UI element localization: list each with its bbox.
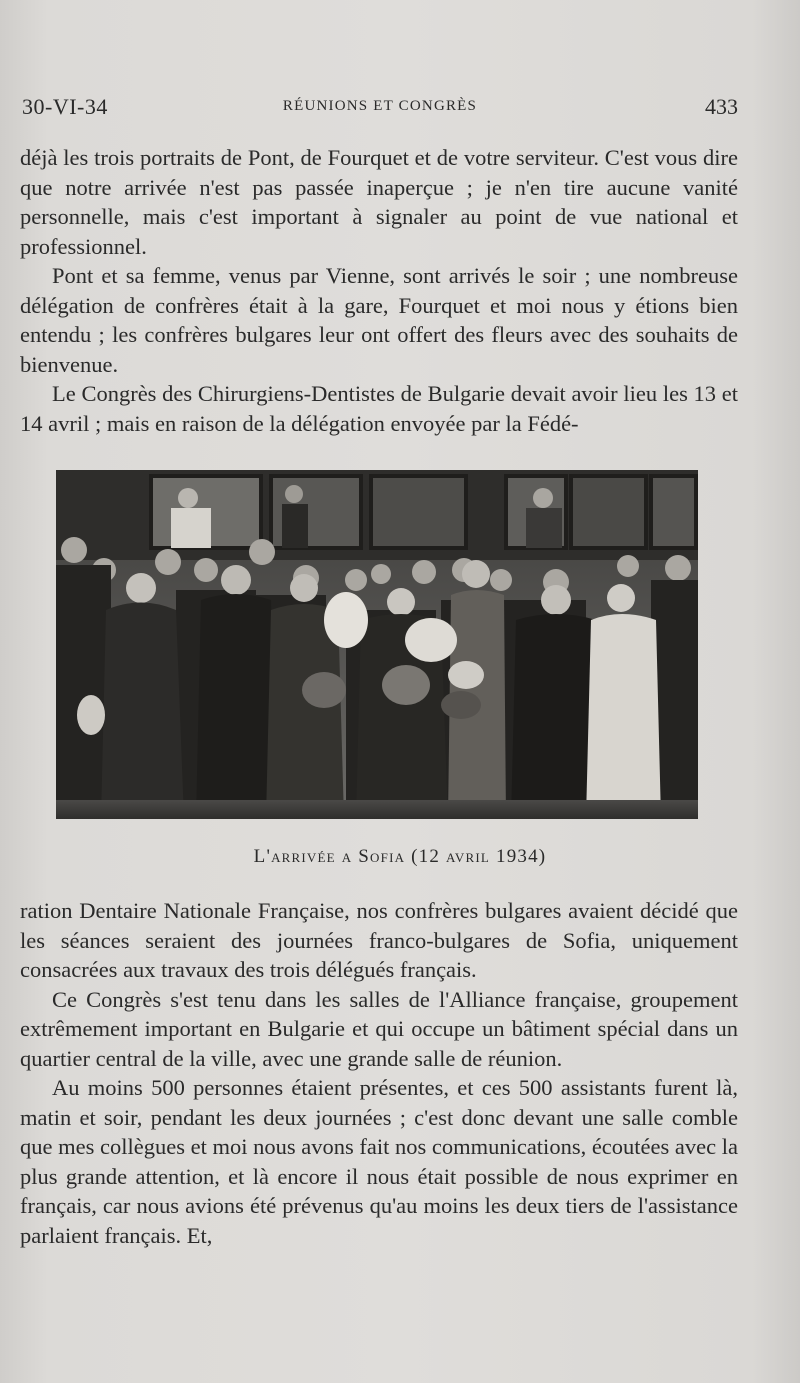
text-block-bottom bbox=[20, 896, 738, 1250]
paragraph: Pont et sa femme, venus par Vienne, sont arrivés le soir ; une nombreuse délégation de confrères était à la gare, Fourquet et moi nous y étions bien entendu ; les confrères bulgares leur ont offert des fleurs avec des souhaits de bienvenue. bbox=[20, 263, 738, 377]
running-head-section: RÉUNIONS ET CONGRÈS bbox=[282, 98, 478, 114]
text-block-top bbox=[20, 143, 738, 438]
paragraph: Ce Congrès s'est tenu dans les salles de l'Alliance française, groupement extrêmement important en Bulgarie et qui occupe un bâtiment spécial dans un quartier central de la ville, avec une grande salle de réunion. bbox=[20, 986, 738, 1071]
paragraph: déjà les trois portraits de Pont, de Fourquet et de votre serviteur. C'est vous dire que notre arrivée n'est pas passée inaperçue ; je n'en tire aucune vanité personnelle, mais c'est important à signaler au point de vue national et professionnel. bbox=[20, 145, 738, 259]
paragraph: Le Congrès des Chirurgiens-Dentistes de Bulgarie devait avoir lieu les 13 et 14 avril ; mais en raison de la délégation envoyée par la Fédé- bbox=[20, 381, 738, 436]
running-head bbox=[22, 94, 738, 124]
running-head-date: 30-VI-34 bbox=[22, 94, 108, 119]
page-number: 433 bbox=[705, 94, 738, 119]
group-photograph bbox=[56, 470, 698, 819]
photograph-image bbox=[56, 470, 698, 819]
paragraph: Au moins 500 personnes étaient présentes, et ces 500 assistants furent là, matin et soir, pendant les deux journées ; c'est donc devant une salle comble que mes collègues et moi nous avons fait nos communications, écoutées avec la plus grande attention, et là encore il nous était possible de nous exprimer en français, car nous avions été prévenus qu'au moins les deux tiers de l'assistance parlaient français. Et, bbox=[20, 1075, 738, 1248]
photo-caption: L'arrivée a Sofia (12 avril 1934) bbox=[253, 846, 547, 867]
paragraph: ration Dentaire Nationale Française, nos confrères bulgares avaient décidé que les séances seraient des journées franco-bulgares de Sofia, uniquement consacrées aux travaux des trois délégués français. bbox=[20, 898, 738, 982]
